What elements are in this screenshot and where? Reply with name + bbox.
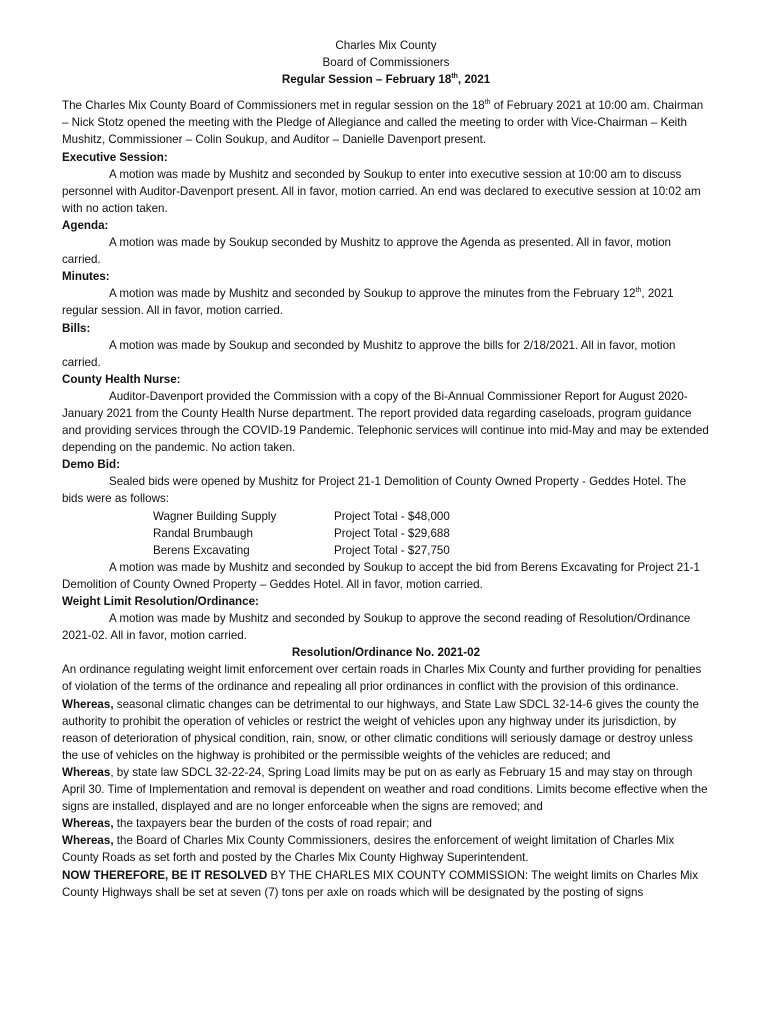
document-header: [62, 37, 710, 88]
bills-text: A motion was made by Soukup and seconded by Mushitz to approve the bills for 2/18/2021. All in favor, motion carried.: [62, 338, 676, 369]
executive-text: A motion was made by Mushitz and seconded by Soukup to enter into executive session at 10:00 am to discuss personnel with Auditor-Davenport present. All in favor, motion carried. An end was declared to executive session at 10:02 am with no action taken.: [62, 167, 701, 215]
bid-total: Project Total - $27,750: [334, 543, 450, 557]
demo-text: Sealed bids were opened by Mushitz for Project 21-1 Demolition of County Owned Property - Geddes Hotel. The bids were as follows:: [62, 475, 687, 506]
demo-heading: Demo Bid:: [62, 458, 120, 472]
executive-heading: Executive Session:: [62, 150, 168, 164]
board-name: Board of Commissioners: [322, 56, 450, 70]
bills-heading: Bills:: [62, 321, 91, 335]
whereas-clause: Whereas, the Board of Charles Mix County Commissioners, desires the enforcement of weight limitation of Charles Mix County Roads as set forth and posted by the Charles Mix County Highway Superintendent.: [62, 834, 675, 865]
bid-row: [153, 542, 710, 559]
ordinance-intro: An ordinance regulating weight limit enforcement over certain roads in Charles Mix County and further providing for penalties of violation of the terms of the ordinance and repealing all prior ordinances in conflict with the provision of this ordinance.: [62, 663, 702, 694]
bid-total: Project Total - $48,000: [334, 509, 450, 523]
resolved-clause: NOW THEREFORE, BE IT RESOLVED BY THE CHARLES MIX COUNTY COMMISSION: The weight limits on Charles Mix County Highways shall be set at seven (7) tons per axle on roads which will be designated by the posting of signs: [62, 868, 699, 899]
weight-heading: Weight Limit Resolution/Ordinance:: [62, 595, 259, 608]
ordinance-title: Resolution/Ordinance No. 2021-02: [291, 646, 481, 660]
nurse-text: Auditor-Davenport provided the Commission with a copy of the Bi-Annual Commissioner Report for August 2020-January 2021 from the County Health Nurse department. The report provided data regarding caseloads, program guidance and providing services through the COVID-19 Pandemic. Telephonic services will continue into mid-May and may be extended depending on the pandemic. No action taken.: [62, 389, 709, 455]
weight-text: A motion was made by Mushitz and seconded by Soukup to approve the second reading of Resolution/Ordinance 2021-02. All in favor, motion carried.: [62, 612, 691, 643]
intro-paragraph: The Charles Mix County Board of Commissioners met in regular session on the 18th of February 2021 at 10:00 am. Chairman – Nick Stotz opened the meeting with the Pledge of Allegiance and called the meeting to order with Vice-Chairman – Keith Mushitz, Commissioner – Colin Soukup, and Auditor – Danielle Davenport present.: [62, 99, 704, 147]
agenda-heading: Agenda:: [62, 218, 109, 232]
nurse-heading: County Health Nurse:: [62, 372, 181, 386]
bid-list: [153, 508, 710, 559]
county-name: Charles Mix County: [335, 39, 437, 52]
demo-motion: A motion was made by Mushitz and seconded by Soukup to accept the bid from Berens Excavating for Project 21-1 Demolition of County Owned Property – Geddes Hotel. All in favor, motion carried.: [62, 560, 700, 591]
session-title: Regular Session – February 18th, 2021: [281, 73, 491, 87]
whereas-clause: Whereas, the taxpayers bear the burden of the costs of road repair; and: [62, 817, 432, 831]
bid-row: [153, 525, 710, 542]
whereas-clause: Whereas, seasonal climatic changes can be detrimental to our highways, and State Law SDCL 32-14-6 gives the county the authority to prohibit the operation of vehicles or restrict the weight of vehicles upon any highway under its jurisdiction, by reason of deterioration of physical condition, rain, snow, or other climatic conditions will seriously damage or destroy unless the use of vehicles on the highway is prohibited or the permissible weights of the vehicles are reduced; and: [62, 697, 699, 762]
minutes-heading: Minutes:: [62, 270, 110, 284]
bid-total: Project Total - $29,688: [334, 526, 450, 540]
bidder-name: Wagner Building Supply: [153, 509, 277, 523]
agenda-text: A motion was made by Soukup seconded by Mushitz to approve the Agenda as presented. All in favor, motion carried.: [62, 236, 671, 267]
document-page: [62, 37, 710, 901]
bid-row: [153, 508, 710, 525]
minutes-text: A motion was made by Mushitz and seconded by Soukup to approve the minutes from the February 12th, 2021 regular session. All in favor, motion carried.: [62, 287, 674, 318]
bidder-name: Randal Brumbaugh: [153, 526, 253, 540]
whereas-clause: Whereas, by state law SDCL 32-22-24, Spring Load limits may be put on as early as February 15 and may stay on through April 30. Time of Implementation and removal is dependent on weather and road conditions. Limits become effective when the signs are installed, displayed and are no longer enforceable when the signs are removed; and: [62, 765, 708, 814]
bidder-name: Berens Excavating: [153, 543, 250, 557]
